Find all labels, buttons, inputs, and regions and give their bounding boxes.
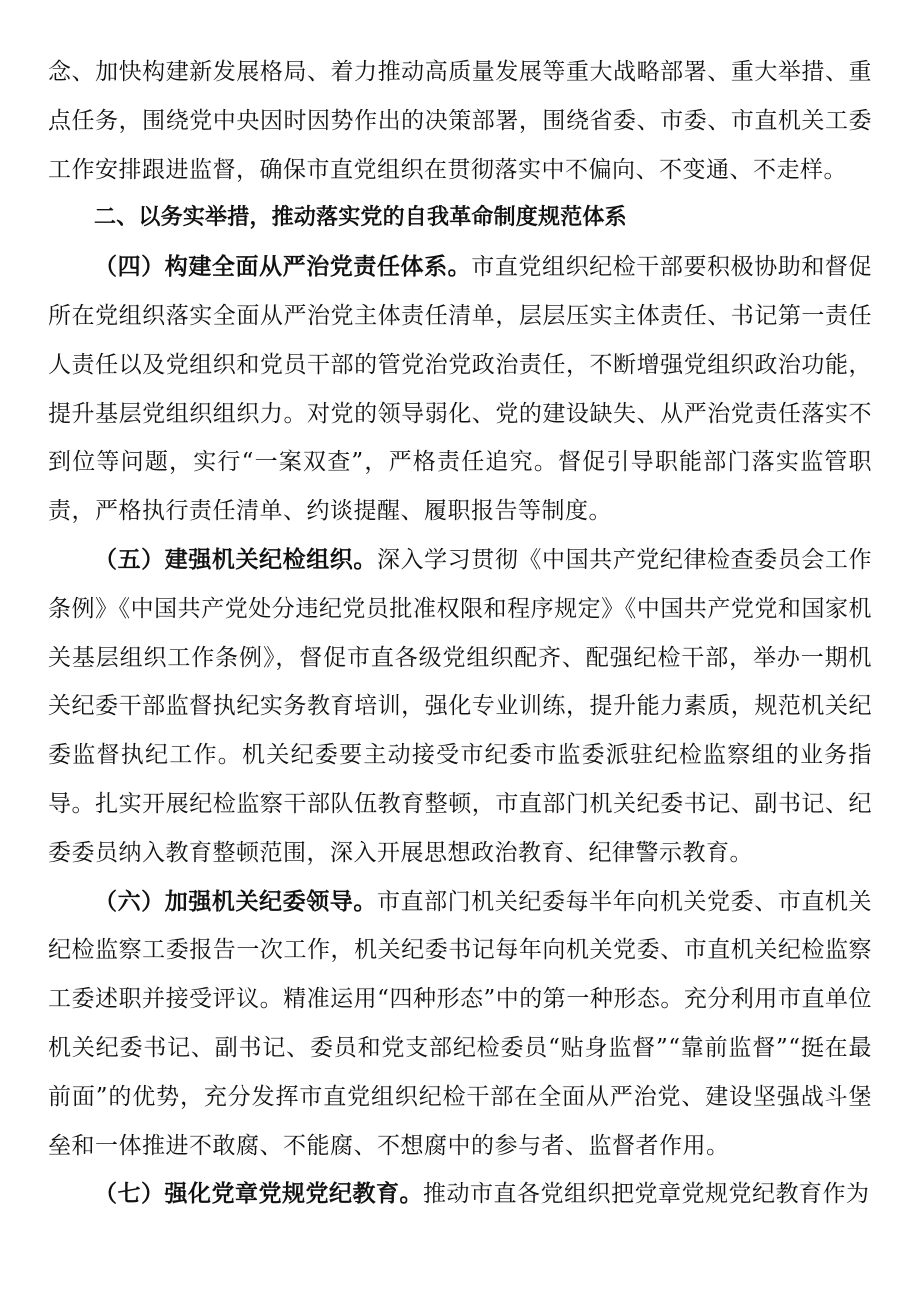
paragraph-item-7 — [48, 1170, 872, 1219]
paragraph-lead: （五）建强机关纪检组织。 — [94, 546, 377, 573]
paragraph-lead: （七）强化党章党规党纪教育。 — [94, 1181, 423, 1208]
paragraph-text: 深入学习贯彻《中国共产党纪律检查委员会工作条例》《中国共产党处分违纪党员批准权限和程序规定》《中国共产党党和国家机关基层组织工作条例》，督促市直各级党组织配齐、配强纪检干部，举办一期机关纪委干部监督执纪实务教育培训，强化专业训练，提升能力素质，规范机关纪委监督执纪工作。机关纪委要主动接受市纪委市监委派驻纪检监察组的业务指导。扎实开展纪检监察干部队伍教育整顿，市直部门机关纪委书记、副书记、纪委委员纳入教育整顿范围，深入开展思想政治教育、纪律警示教育。 — [48, 546, 872, 866]
paragraph-item-4 — [48, 243, 872, 536]
paragraph-item-5 — [48, 536, 872, 878]
paragraph-lead: （六）加强机关纪委领导。 — [94, 888, 377, 915]
paragraph-text: 推动市直各党组织把党章党规党纪教育作为 — [423, 1181, 870, 1208]
paragraph-lead: （四）构建全面从严治党责任体系。 — [94, 254, 472, 281]
paragraph-continued: 念、加快构建新发展格局、着力推动高质量发展等重大战略部署、重大举措、重点任务，围绕党中央因时因势作出的决策部署，围绕省委、市委、市直机关工委工作安排跟进监督，确保市直党组织在贯彻落实中不偏向、不变通、不走样。 — [48, 59, 872, 183]
paragraph-text: 市直部门机关纪委每半年向机关党委、市直机关纪检监察工委报告一次工作，机关纪委书记每年向机关党委、市直机关纪检监察工委述职并接受评议。精准运用“四种形态”中的第一种形态。充分利用市直单位机关纪委书记、副书记、委员和党支部纪检委员“贴身监督”“靠前监督”“挺在最前面”的优势，充分发挥市直党组织纪检干部在全面从严治党、建设坚强战斗堡垒和一体推进不敢腐、不能腐、不想腐中的参与者、监督者作用。 — [48, 888, 872, 1159]
paragraph-item-6 — [48, 878, 872, 1171]
section-heading: 二、以务实举措，推动落实党的自我革命制度规范体系 — [94, 205, 627, 231]
paragraph-text: 市直党组织纪检干部要积极协助和督促所在党组织落实全面从严治党主体责任清单，层层压实主体责任、书记第一责任人责任以及党组织和党员干部的管党治党政治责任，不断增强党组织政治功能，提升基层党组织组织力。对党的领导弱化、党的建设缺失、从严治党责任落实不到位等问题，实行“一案双查”，严格责任追究。督促引导职能部门落实监管职责，严格执行责任清单、约谈提醒、履职报告等制度。 — [48, 254, 872, 525]
